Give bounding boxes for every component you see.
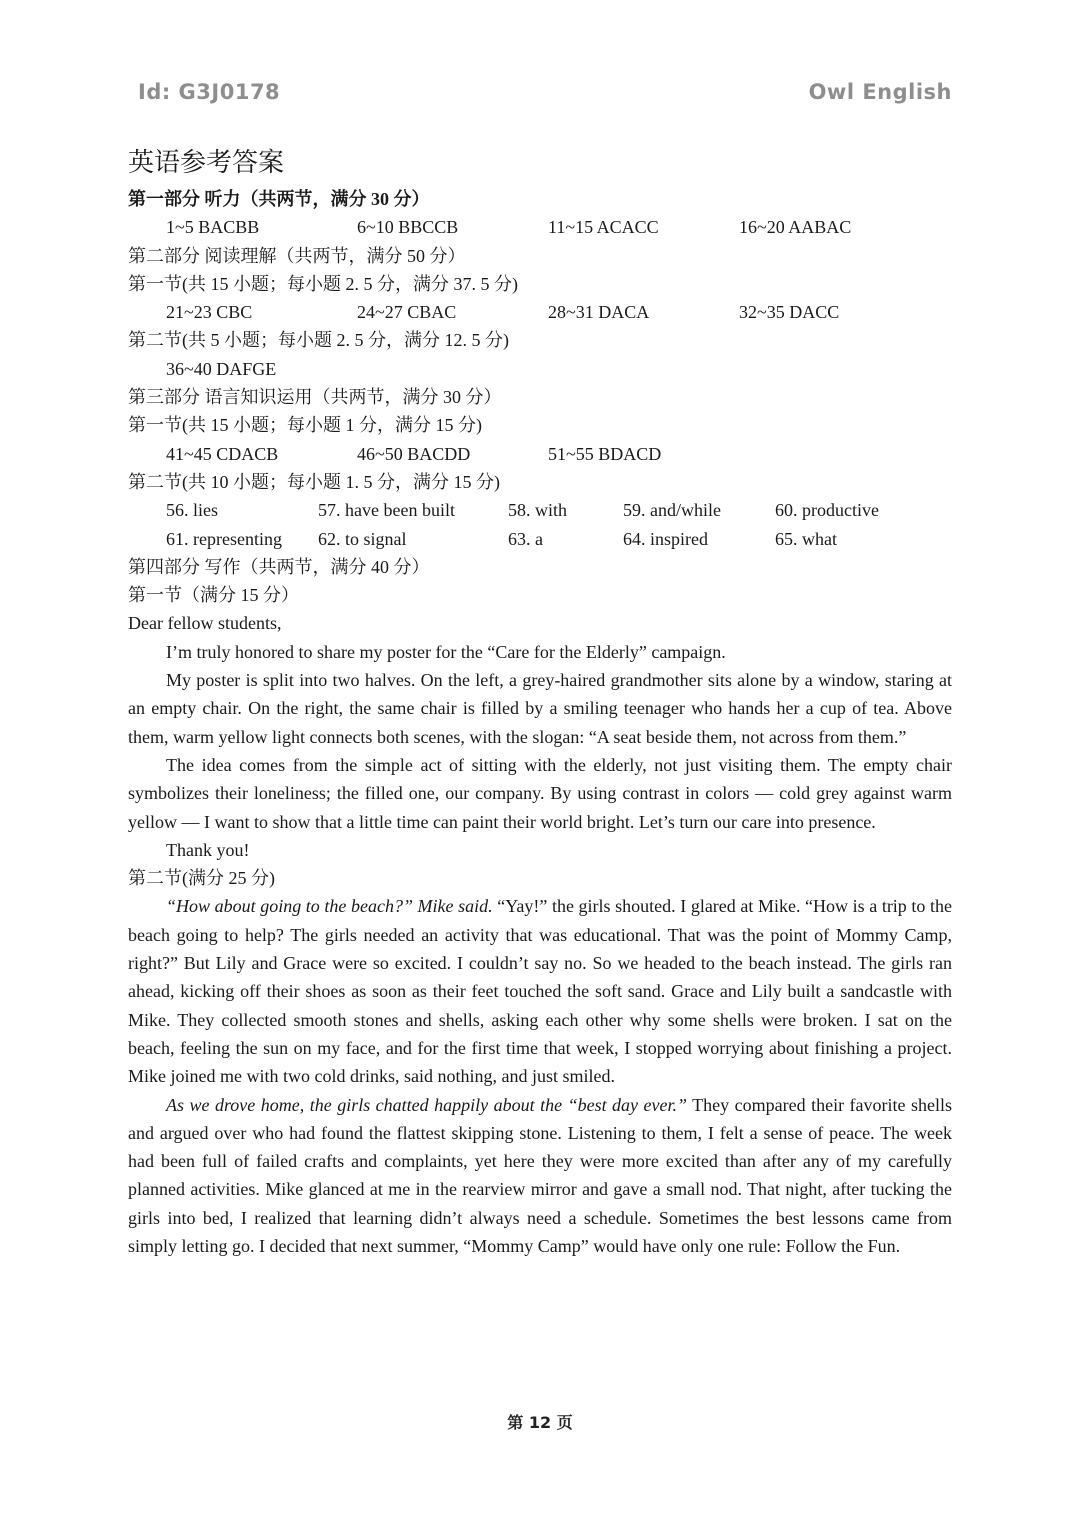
answer-item: 63. a <box>508 528 543 549</box>
page-title: 英语参考答案 <box>128 148 285 177</box>
letter-closing: Thank you! <box>166 839 250 860</box>
part3-section1-heading: 第一节(共 15 小题；每小题 1 分，满分 15 分) <box>128 415 482 436</box>
answer-item: 58. with <box>508 500 568 521</box>
brand-name: Owl English <box>808 80 952 104</box>
answer-group: 41~45 CDACB <box>166 443 279 464</box>
answer-group: 28~31 DACA <box>548 302 650 323</box>
part1-answers <box>128 213 952 241</box>
answer-group: 6~10 BBCCB <box>357 217 459 238</box>
story-paragraph-1-body: “Yay!” the girls shouted. I glared at Mike. “How is a trip to the beach going to help? The girls needed an activity that was educational. That was the point of Mommy Camp, right?” But Lily and Grace were so excited. I couldn’t say no. So we headed to the beach instead. The girls ran ahead, kicking off their shoes as soon as their feet touched the soft sand. Grace and Lily built a sandcastle with Mike. They collected smooth stones and shells, asking each other why some shells were broken. I sat on the beach, feeling the sun on my face, and for the first time that week, I stopped worrying about finishing a project. Mike joined me with two cold drinks, said nothing, and just smiled. <box>128 896 952 1087</box>
answer-group: 46~50 BACDD <box>357 443 471 464</box>
answer-item: 60. productive <box>775 500 879 521</box>
part3-section2-row1 <box>128 496 952 524</box>
answer-group: 16~20 AABAC <box>739 217 852 238</box>
part1-heading: 第一部分 听力（共两节，满分 30 分） <box>128 189 430 209</box>
part3-section2-heading: 第二节(共 10 小题；每小题 1. 5 分，满分 15 分) <box>128 471 500 492</box>
answer-group: 51~55 BDACD <box>548 443 662 464</box>
part2-heading: 第二部分 阅读理解（共两节，满分 50 分） <box>128 245 466 266</box>
letter-paragraph-3: The idea comes from the simple act of sitting with the elderly, not just visiting them. The empty chair symbolizes their loneliness; the filled one, our company. By using contrast in colors — cold grey against warm yellow — I want to show that a little time can paint their world bright. Let’s turn our care into presence. <box>128 754 952 832</box>
part4-heading: 第四部分 写作（共两节，满分 40 分） <box>128 556 430 577</box>
part2-section2-answer: 36~40 DAFGE <box>166 358 277 379</box>
answer-item: 56. lies <box>166 500 218 521</box>
part4-section2-heading: 第二节(满分 25 分) <box>128 868 275 889</box>
part2-section1-heading: 第一节(共 15 小题；每小题 2. 5 分，满分 37. 5 分) <box>128 273 518 294</box>
answer-group: 11~15 ACACC <box>548 217 659 238</box>
answer-item: 65. what <box>775 528 837 549</box>
answer-group: 1~5 BACBB <box>166 217 260 238</box>
story-paragraph-1 <box>128 892 952 1090</box>
letter-greeting: Dear fellow students, <box>128 613 282 634</box>
story-paragraph-2-body: They compared their favorite shells and argued over who had found the flattest skipping stone. Listening to them, I felt a sense of peace. The week had been full of failed crafts and complaints, yet here they were more excited than after any of my carefully planned activities. Mike glanced at me in the rearview mirror and gave a small nod. That night, after tucking the girls into bed, I realized that learning didn’t always need a schedule. Sometimes the best lessons came from simply letting go. I decided that next summer, “Mommy Camp” would have only one rule: Follow the Fun. <box>128 1094 952 1256</box>
letter-paragraph-2: My poster is split into two halves. On the left, a grey-haired grandmother sits alone by a window, staring at an empty chair. On the right, the same chair is filled by a smiling teenager who hands her a cup of tea. Above them, warm yellow light connects both scenes, with the slogan: “A seat beside them, not across from them.” <box>128 670 952 747</box>
answer-key-content <box>128 143 952 1260</box>
part3-section2-row2 <box>128 525 952 553</box>
story-paragraph-1-opening: “How about going to the beach?” Mike said. <box>166 896 493 917</box>
part3-section1-answers <box>128 440 952 468</box>
answer-group: 21~23 CBC <box>166 302 253 323</box>
page-number: 第 12 页 <box>507 1413 573 1432</box>
letter-paragraph-1: I’m truly honored to share my poster for the “Care for the Elderly” campaign. <box>166 641 726 662</box>
answer-item: 59. and/while <box>623 500 721 521</box>
part3-heading: 第三部分 语言知识运用（共两节，满分 30 分） <box>128 387 502 408</box>
answer-item: 64. inspired <box>623 528 708 549</box>
part2-section1-answers <box>128 298 952 326</box>
answer-group: 32~35 DACC <box>739 302 840 323</box>
answer-group: 24~27 CBAC <box>357 302 457 323</box>
part4-section1-heading: 第一节（满分 15 分） <box>128 585 299 606</box>
document-id: Id: G3J0178 <box>138 80 281 104</box>
answer-item: 61. representing <box>166 528 282 549</box>
story-paragraph-2 <box>128 1091 952 1261</box>
story-paragraph-2-opening: As we drove home, the girls chatted happily about the “best day ever.” <box>166 1094 688 1115</box>
answer-item: 62. to signal <box>318 528 407 549</box>
part2-section2-heading: 第二节(共 5 小题；每小题 2. 5 分，满分 12. 5 分) <box>128 330 509 351</box>
answer-item: 57. have been built <box>318 500 455 521</box>
